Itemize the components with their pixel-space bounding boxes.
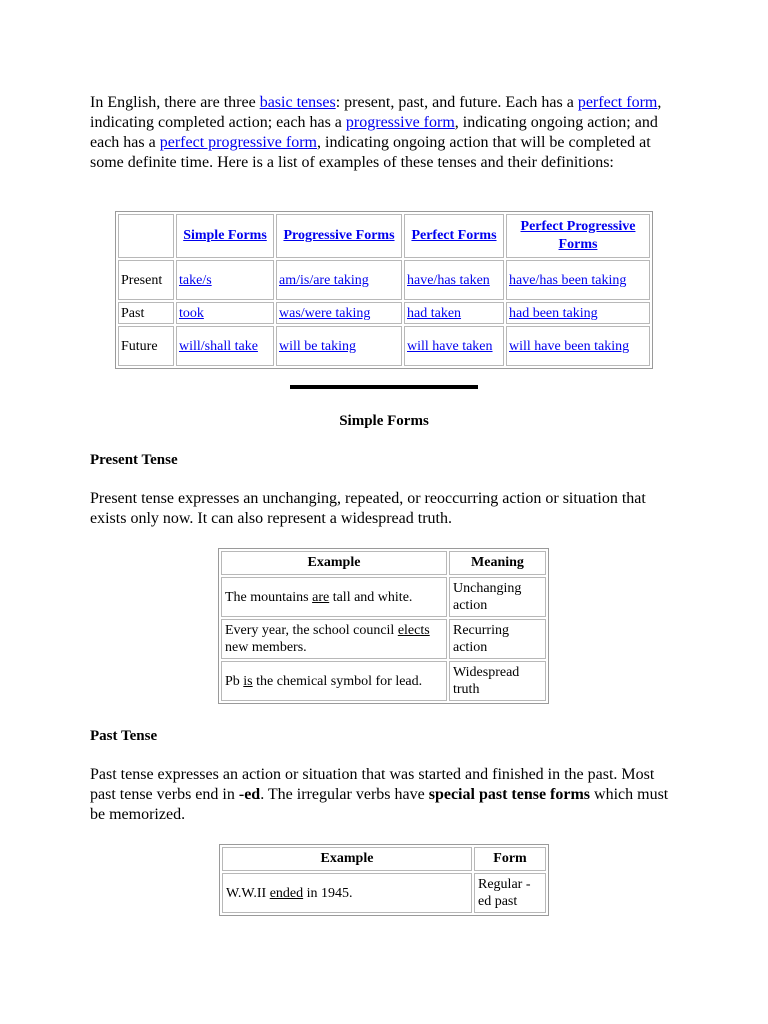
table-row-present: [118, 260, 650, 300]
header-simple-forms[interactable]: [176, 214, 274, 258]
link-basic-tenses[interactable]: basic tenses: [259, 94, 336, 111]
cell-link[interactable]: will be taking: [279, 338, 356, 354]
example-cell: [221, 619, 447, 659]
cell-link[interactable]: had been taking: [509, 305, 598, 321]
header-link[interactable]: Progressive Forms: [283, 228, 395, 243]
cell-link[interactable]: am/is/are taking: [279, 272, 369, 288]
example-cell: [221, 661, 447, 701]
header-meaning: Meaning: [449, 551, 546, 575]
example-cell: [222, 873, 472, 913]
present-tense-description: Present tense expresses an unchanging, repeated, or reoccurring action or situation that exists only now. It can also represent a widespread truth.: [90, 490, 646, 527]
table-cell: [176, 260, 274, 300]
header-example: Example: [221, 551, 447, 575]
cell-link[interactable]: will have been taking: [509, 338, 630, 354]
intro-paragraph: [90, 93, 686, 173]
example-text: the chemical symbol for lead.: [252, 673, 423, 689]
past-tense-table: [219, 844, 549, 916]
table-row-future: [118, 326, 650, 366]
table-row: [221, 661, 546, 701]
cell-link[interactable]: have/has taken: [407, 272, 490, 288]
meaning-cell: Widespread truth: [449, 661, 546, 701]
past-bold-ed: -ed: [238, 786, 261, 803]
past-text: . The irregular verbs have: [260, 786, 429, 803]
row-label: Future: [118, 326, 174, 366]
corner-cell: [118, 214, 174, 258]
table-row-past: [118, 302, 650, 324]
cell-link[interactable]: was/were taking: [279, 305, 371, 321]
cell-link[interactable]: had taken: [407, 305, 462, 321]
past-text: which must be memorized.: [90, 786, 669, 823]
header-perfect-forms[interactable]: [404, 214, 504, 258]
form-cell: Regular -ed past: [474, 873, 546, 913]
present-tense-table: [218, 548, 549, 704]
table-header-row: [221, 551, 546, 575]
example-verb: is: [243, 673, 253, 689]
horizontal-divider: [290, 385, 478, 389]
link-perfect-form[interactable]: perfect form: [577, 94, 658, 111]
meaning-cell: Unchanging action: [449, 577, 546, 617]
cell-link[interactable]: will have taken: [407, 338, 493, 354]
link-perfect-progressive-form[interactable]: perfect progressive form: [159, 134, 317, 151]
header-progressive-forms[interactable]: [276, 214, 402, 258]
example-verb: ended: [269, 885, 304, 901]
header-form: Form: [474, 847, 546, 871]
header-link[interactable]: Simple Forms: [183, 228, 267, 243]
cell-link[interactable]: have/has been taking: [509, 272, 627, 288]
header-example: Example: [222, 847, 472, 871]
past-bold-special: special past tense forms: [428, 786, 591, 803]
table-row: [221, 577, 546, 617]
intro-text: , indicating ongoing action; and each has a: [90, 114, 658, 151]
past-tense-description: [90, 765, 670, 825]
table-row: [222, 873, 546, 913]
table-cell: [506, 260, 650, 300]
example-cell: [221, 577, 447, 617]
intro-text: , indicating ongoing action that will be completed at some definite time. Here is a list of examples of these tenses and their definitions:: [90, 134, 651, 171]
example-text: in 1945.: [303, 885, 353, 901]
example-text: W.W.II: [226, 885, 270, 901]
table-cell: [506, 302, 650, 324]
example-text: The mountains: [225, 589, 313, 605]
table-cell: [276, 326, 402, 366]
intro-text: : present, past, and future. Each has a: [335, 94, 578, 111]
table-cell: [404, 260, 504, 300]
meaning-cell: Recurring action: [449, 619, 546, 659]
example-verb: are: [312, 589, 330, 605]
section-heading-simple-forms: Simple Forms: [339, 413, 429, 429]
header-link[interactable]: Perfect Forms: [411, 228, 497, 243]
cell-link[interactable]: took: [179, 305, 204, 321]
example-text: new members.: [225, 640, 307, 655]
link-progressive-form[interactable]: progressive form: [345, 114, 455, 131]
tense-table: [115, 211, 653, 369]
example-text: Pb: [225, 673, 244, 689]
table-row: [221, 619, 546, 659]
example-verb: elects: [397, 623, 430, 638]
tense-table-header-row: [118, 214, 650, 258]
row-label: Past: [118, 302, 174, 324]
table-cell: [176, 326, 274, 366]
cell-link[interactable]: will/shall take: [179, 338, 258, 354]
cell-link[interactable]: take/s: [179, 272, 212, 288]
table-cell: [404, 302, 504, 324]
table-cell: [176, 302, 274, 324]
intro-text: , indicating completed action; each has a: [90, 94, 662, 131]
example-text: Every year, the school council: [225, 623, 398, 638]
table-cell: [506, 326, 650, 366]
row-label: Present: [118, 260, 174, 300]
header-link[interactable]: Perfect Progressive Forms: [520, 219, 636, 252]
example-text: tall and white.: [329, 589, 413, 605]
intro-text: In English, there are three: [90, 94, 260, 111]
table-cell: [276, 260, 402, 300]
table-cell: [276, 302, 402, 324]
header-perfect-progressive-forms[interactable]: [506, 214, 650, 258]
table-header-row: [222, 847, 546, 871]
heading-present-tense: Present Tense: [90, 452, 178, 468]
table-cell: [404, 326, 504, 366]
heading-past-tense: Past Tense: [90, 728, 158, 744]
past-text: Past tense expresses an action or situation that was started and finished in the past. Most past tense verbs end in: [90, 766, 655, 803]
